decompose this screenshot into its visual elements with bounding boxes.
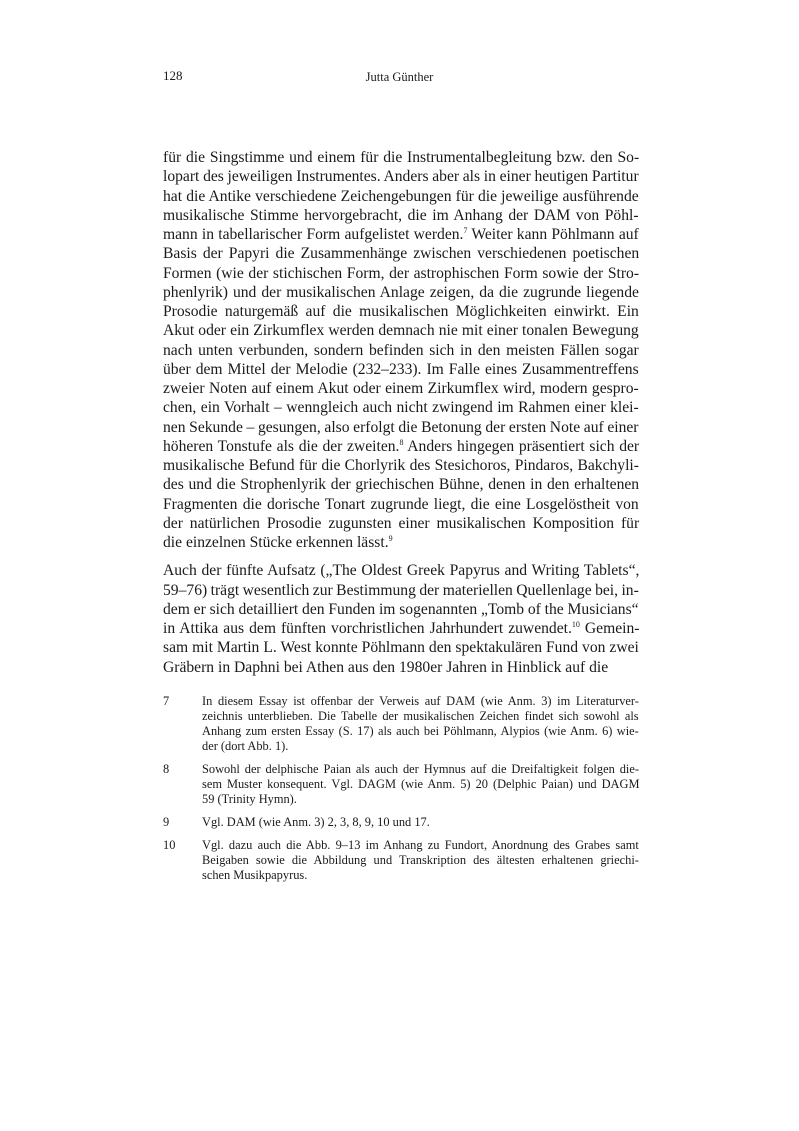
text-segment: Gräbern in Daphni bei Athen aus den 1980er Jahren in Hinblick auf die <box>163 658 609 676</box>
footnote-line: der (dort Abb. 1). <box>202 739 289 754</box>
text-line <box>163 321 639 340</box>
text-line <box>163 495 639 514</box>
text-segment: Akut oder ein Zirkumflex werden demnach nie mit einer tonalen Bewegung <box>163 322 639 340</box>
text-segment: der natürlichen Prosodie zugunsten einer musikalischen Komposition für <box>163 514 640 532</box>
footnote-line: schen Musikpapyrus. <box>202 868 308 883</box>
text-line <box>163 619 639 638</box>
text-line <box>163 148 639 167</box>
text-segment: für die Singstimme und einem für die Instrumentalbegleitung bzw. den So- <box>163 149 640 166</box>
footnote-line: 59 (Trinity Hymn). <box>202 792 297 807</box>
text-line <box>163 360 639 379</box>
text-line <box>163 379 639 398</box>
footnote-marker[interactable]: 7 <box>463 226 468 235</box>
body-text <box>163 148 639 677</box>
text-segment: Weiter kann Pöhlmann auf <box>467 226 639 243</box>
footnote-number: 8 <box>163 762 170 777</box>
footnote <box>163 838 639 884</box>
footnote-line: Vgl. DAM (wie Anm. 3) 2, 3, 8, 9, 10 und 17. <box>202 815 430 830</box>
text-segment: lopart des jeweiligen Instrumentes. Anders aber als in einer heutigen Partitur <box>163 168 639 186</box>
text-segment: Auch der fünfte Aufsatz („The Oldest Greek Papyrus and Writing Tablets“, <box>163 562 640 580</box>
footnotes <box>163 694 639 884</box>
text-line <box>163 658 639 677</box>
footnote-line: zeichnis unterblieben. Die Tabelle der musikalischen Zeichen findet sich sowohl als <box>202 708 639 723</box>
text-line <box>163 283 639 302</box>
text-line <box>163 244 639 263</box>
footnote-text <box>202 694 639 755</box>
text-block <box>163 148 639 891</box>
text-segment: Anders hingegen präsentiert sich der <box>403 437 640 455</box>
text-segment: phenlyrik) und der musikalischen Anlage zeigen, da die zugrunde liegende <box>163 283 639 301</box>
text-segment: chen, ein Vorhalt – wenngleich auch nicht zwingend im Rahmen einer klei- <box>163 399 639 417</box>
text-segment: nach unten verbunden, sondern befinden sich in den meisten Fällen sogar <box>163 341 639 359</box>
paragraph <box>163 148 639 552</box>
text-segment: die einzelnen Stücke erkennen lässt. <box>163 534 389 551</box>
text-line <box>163 167 639 186</box>
footnote-marker[interactable]: 9 <box>388 534 393 543</box>
text-segment: höheren Tonstufe als die der zweiten. <box>163 437 400 455</box>
footnote-text <box>202 838 639 884</box>
text-line <box>163 187 639 206</box>
text-segment: musikalische Stimme hervorgebracht, die im Anhang der DAM von Pöhl- <box>163 206 639 224</box>
text-line <box>163 638 639 657</box>
text-line <box>163 418 639 437</box>
paragraph <box>163 561 639 677</box>
footnote-number: 10 <box>163 837 176 852</box>
footnote-text <box>202 815 639 830</box>
footnote-line: Beigaben sowie die Abbildung und Transkription des ältesten erhaltenen griechi- <box>202 853 639 868</box>
text-line <box>163 225 639 244</box>
running-head: Jutta Günther <box>365 70 434 84</box>
footnote-line: Anhang zum ersten Essay (S. 17) als auch bei Pöhlmann, Alypios (wie Anm. 6) wie- <box>202 724 639 739</box>
text-line <box>163 600 639 619</box>
text-line <box>163 302 639 321</box>
footnote-marker[interactable]: 8 <box>399 437 404 447</box>
footnote-number: 9 <box>163 815 170 830</box>
text-segment: zweier Noten auf einem Akut oder einem Zirkumflex wird, modern gespro- <box>163 380 639 397</box>
text-segment: Fragmenten die dorische Tonart zugrunde liegt, die eine Losgelöstheit von <box>163 495 639 513</box>
text-segment: Formen (wie der stichischen Form, der astrophischen Form sowie der Stro- <box>163 264 640 282</box>
footnote-line: In diesem Essay ist offenbar der Verweis auf DAM (wie Anm. 3) im Literaturver- <box>202 693 639 708</box>
text-segment: in Attika aus dem fünften vorchristlichen Jahrhundert zuwendet. <box>163 620 572 637</box>
text-line <box>163 341 639 360</box>
text-line <box>163 533 639 552</box>
footnote-text <box>202 762 639 808</box>
footnote <box>163 762 639 808</box>
text-line <box>163 264 639 283</box>
page-number: 128 <box>163 68 183 83</box>
footnote-marker[interactable]: 10 <box>571 620 580 629</box>
footnote-line: Vgl. dazu auch die Abb. 9–13 im Anhang zu Fundort, Anordnung des Grabes samt <box>202 837 639 852</box>
text-segment: musikalische Befund für die Chorlyrik des Stesichoros, Pindaros, Bakchyli- <box>163 457 639 474</box>
text-segment: des und die Strophenlyrik der griechischen Bühne, denen in den erhaltenen <box>163 476 640 494</box>
text-line <box>163 514 639 533</box>
footnote-line: Sowohl der delphische Paian als auch der Hymnus auf die Dreifaltigkeit folgen die- <box>202 762 639 777</box>
text-segment: über dem Mittel der Melodie (232–233). Im Falle eines Zusammentreffens <box>163 360 639 378</box>
text-line <box>163 206 639 225</box>
footnote-line: sem Muster konsequent. Vgl. DAGM (wie Anm. 5) 20 (Delphic Paian) und DAGM <box>202 777 640 792</box>
text-segment: nen Sekunde – gesungen, also erfolgt die Betonung der ersten Note auf einer <box>163 418 639 436</box>
text-segment: mann in tabellarischer Form aufgelistet werden. <box>163 226 464 243</box>
text-segment: Prosodie naturgemäß auf die musikalischen Möglichkeiten einwirkt. Ein <box>163 303 639 320</box>
text-line <box>163 437 639 456</box>
text-line <box>163 398 639 417</box>
text-segment: sam mit Martin L. West konnte Pöhlmann den spektakulären Fund von zwei <box>163 639 639 657</box>
text-line <box>163 561 639 580</box>
text-segment: Gemein- <box>579 620 640 637</box>
footnote <box>163 815 639 830</box>
text-segment: 59–76) trägt wesentlich zur Bestimmung der materiellen Quellenlage bei, in- <box>163 581 639 599</box>
text-segment: Basis der Papyri die Zusammenhänge zwischen verschiedenen poetischen <box>163 245 640 263</box>
text-segment: hat die Antike verschiedene Zeichengebungen für die jeweilige ausführende <box>163 187 639 205</box>
text-line <box>163 581 639 600</box>
text-line <box>163 475 639 494</box>
text-segment: dem er sich detailliert den Funden im sogenannten „Tomb of the Musicians“ <box>163 600 639 618</box>
footnote-number: 7 <box>163 693 170 708</box>
text-line <box>163 456 639 475</box>
footnote <box>163 694 639 755</box>
